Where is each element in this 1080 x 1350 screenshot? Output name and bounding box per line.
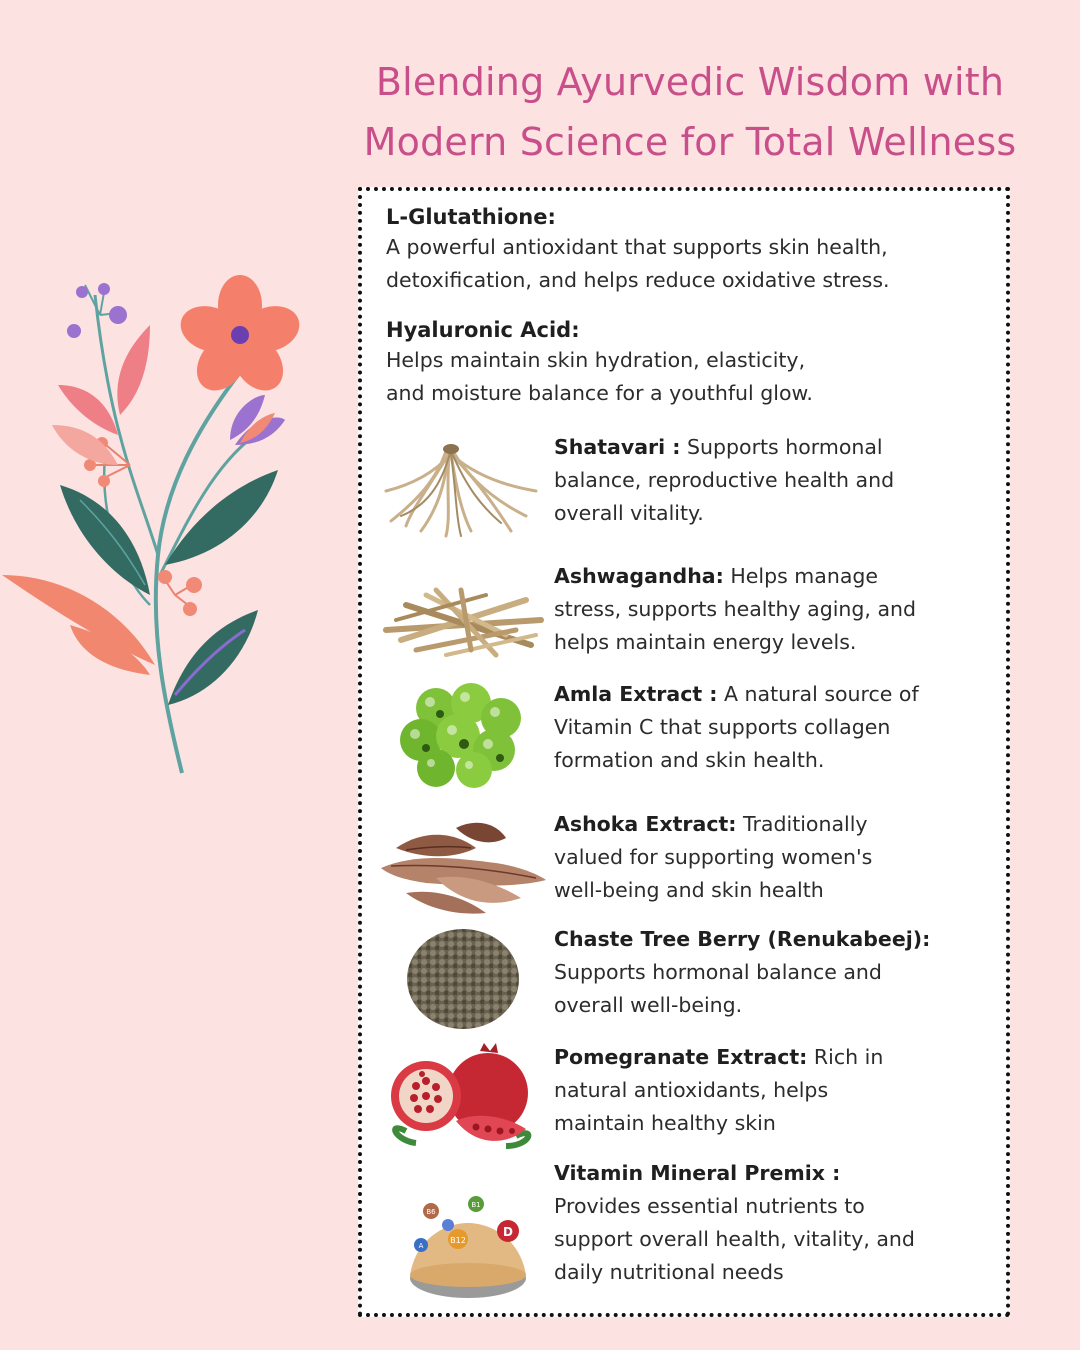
- floral-decoration-icon: [0, 275, 310, 785]
- title-line-1: Blending Ayurvedic Wisdom with: [375, 60, 1005, 104]
- chaste-berry-seeds-icon: [376, 923, 551, 1033]
- vitamin-label-b1: B1: [471, 1201, 481, 1209]
- ingredients-panel: [358, 187, 1010, 1317]
- ingredient-description: Helps maintain skin hydration, elasticity, and moisture balance for a youthful glow.: [386, 348, 813, 405]
- ingredient-heading: Hyaluronic Acid:: [386, 318, 580, 342]
- ingredient-text: Pomegranate Extract: Rich in natural antioxidants, helps maintain healthy skin: [554, 1045, 884, 1135]
- vitamin-label-b6: B6: [426, 1208, 436, 1216]
- amla-fruit-icon: [376, 678, 551, 788]
- ingredient-name: Vitamin Mineral Premix :: [554, 1161, 841, 1185]
- ingredient-text: Shatavari : Supports hormonal balance, reproductive health and overall vitality.: [554, 435, 895, 525]
- ingredient-name: Amla Extract :: [554, 682, 718, 706]
- ingredient-name: Chaste Tree Berry (Renukabeej):: [554, 927, 931, 951]
- ingredient-glutathione: [386, 203, 890, 297]
- ingredient-hyaluronic-acid: [386, 316, 813, 410]
- title-line-2: Modern Science for Total Wellness: [363, 120, 1017, 164]
- ingredient-text: Ashwagandha: Helps manage stress, supports healthy aging, and helps maintain energy levels.: [554, 564, 917, 654]
- page-title: [330, 52, 1050, 172]
- ingredient-name: Pomegranate Extract:: [554, 1045, 808, 1069]
- ingredient-ashwagandha: [362, 560, 1006, 670]
- pomegranate-icon: [376, 1041, 551, 1151]
- ingredient-text: Ashoka Extract: Traditionally valued for supporting women's well-being and skin health: [554, 812, 873, 902]
- ingredient-text: Vitamin Mineral Premix : Provides essential nutrients to support overall health, vitality, and daily nutritional needs: [554, 1161, 915, 1284]
- ashoka-bark-icon: [376, 808, 551, 918]
- vitamin-label-d: D: [503, 1225, 513, 1239]
- vitamin-label-b12: B12: [450, 1236, 466, 1245]
- vitamin-label-a: A: [418, 1242, 424, 1250]
- ingredient-chaste-tree-berry: [362, 923, 1006, 1033]
- ingredient-text: Amla Extract : A natural source of Vitamin C that supports collagen formation and skin health.: [554, 682, 919, 772]
- ingredient-name: Shatavari :: [554, 435, 681, 459]
- ingredient-vitamin-premix: [362, 1157, 1006, 1297]
- ingredient-amla: [362, 678, 1006, 788]
- ashwagandha-root-icon: [376, 560, 551, 670]
- ingredient-pomegranate: [362, 1041, 1006, 1151]
- shatavari-root-icon: [376, 431, 551, 541]
- ingredient-shatavari: [362, 431, 1006, 541]
- ingredient-description: A powerful antioxidant that supports skin health, detoxification, and helps reduce oxidative stress.: [386, 235, 890, 292]
- vitamin-powder-icon: [376, 1163, 551, 1303]
- ingredient-heading: L-Glutathione:: [386, 205, 556, 229]
- ingredient-text: Chaste Tree Berry (Renukabeej): Supports hormonal balance and overall well-being.: [554, 927, 931, 1017]
- ingredient-ashoka: [362, 808, 1006, 918]
- ingredient-name: Ashwagandha:: [554, 564, 724, 588]
- ingredient-name: Ashoka Extract:: [554, 812, 737, 836]
